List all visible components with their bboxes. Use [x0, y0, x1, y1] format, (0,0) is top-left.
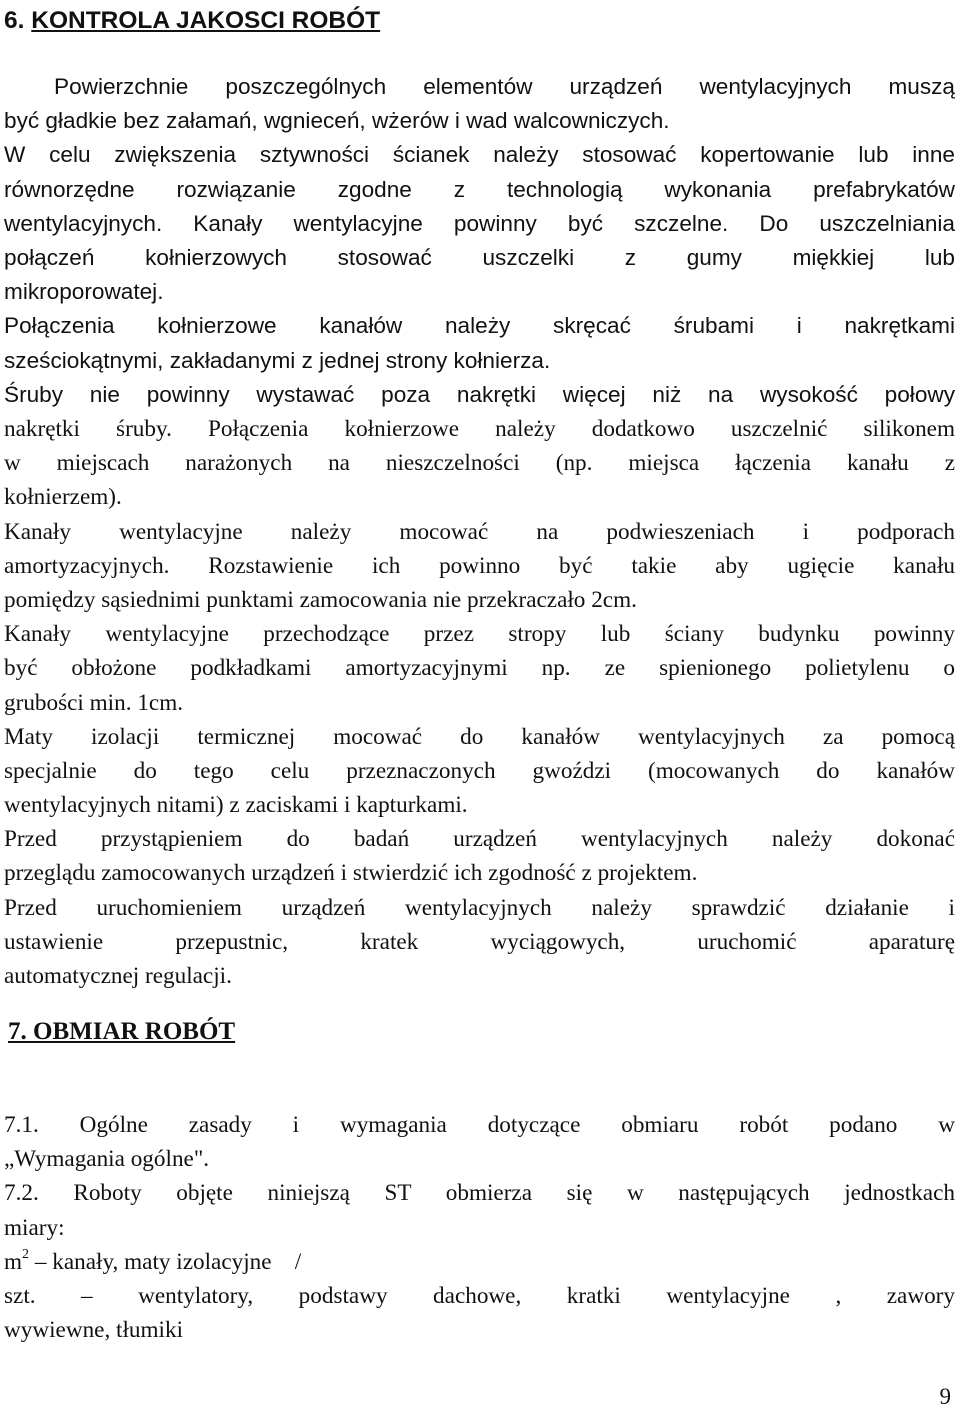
- text-line: Kanały wentylacyjne należy mocować na podwieszeniach i podporach: [4, 518, 955, 545]
- text-line: automatycznej regulacji.: [4, 963, 232, 989]
- text-line: Kanały wentylacyjne przechodzące przez stropy lub ściany budynku powinny: [4, 621, 955, 648]
- section-6-title: KONTROLA JAKOSCI ROBÓT: [31, 7, 381, 34]
- text-line: przeglądu zamocowanych urządzeń i stwierdzić ich zgodność z projektem.: [4, 860, 698, 887]
- text-line: 7.1. Ogólne zasady i wymagania dotyczące obmiaru robót podano w: [4, 1112, 955, 1138]
- text-line: Maty izolacji termicznej mocować do kanałów wentylacyjnych za pomocą: [4, 723, 955, 750]
- text-line: mikroporowatej.: [4, 279, 164, 305]
- section-6-heading: [4, 4, 955, 38]
- page-number: 9: [939, 1384, 951, 1409]
- text-line: Przed uruchomieniem urządzeń wentylacyjnych należy sprawdzić działanie i: [4, 894, 955, 921]
- text-line: ustawienie przepustnic, kratek wyciągowych, uruchomić aparaturę: [4, 928, 955, 955]
- text-line: równorzędne rozwiązanie zgodne z technologią wykonania prefabrykatów: [4, 176, 955, 202]
- text-line: być gładkie bez załamań, wgnieceń, wżerów i wad walcowniczych.: [4, 108, 670, 134]
- text-line: amortyzacyjnych. Rozstawienie ich powinno być takie aby ugięcie kanału: [4, 552, 955, 579]
- text-line: Powierzchnie poszczególnych elementów urządzeń wentylacyjnych muszą: [54, 74, 955, 99]
- text-line: Śruby nie powinny wystawać poza nakrętki więcej niż na wysokość połowy: [4, 381, 955, 407]
- text-line: szt. – wentylatory, podstawy dachowe, kratki wentylacyjne , zawory: [4, 1282, 955, 1309]
- text-line: pomiędzy sąsiednimi punktami zamocowania nie przekraczało 2cm.: [4, 586, 637, 613]
- text-line: w miejscach narażonych na nieszczelności (np. miejsca łączenia kanału z: [4, 450, 955, 477]
- text-line: sześciokątnymi, zakładanymi z jednej strony kołnierza.: [4, 347, 551, 373]
- text-line: „Wymagania ogólne".: [4, 1146, 210, 1173]
- text-line: nakrętki śruby. Połączenia kołnierzowe należy dodatkowo uszczelnić silikonem: [4, 416, 955, 442]
- unit-description: – kanały, maty izolacyjne /: [29, 1248, 302, 1275]
- section-6-paragraph-serif: [4, 412, 955, 993]
- text-line: wentylacyjnych. Kanały wentylacyjne powinny być szczelne. Do uszczelniania: [4, 210, 955, 236]
- unit-base: m: [4, 1248, 23, 1275]
- section-6-paragraph-sans: [4, 70, 955, 412]
- text-line: wentylacyjnych nitami) z zaciskami i kapturkami.: [4, 792, 468, 819]
- text-line: być obłożone podkładkami amortyzacyjnymi np. ze spienionego polietylenu o: [4, 655, 955, 682]
- unit-line-m2: [4, 1245, 955, 1279]
- text-line: specjalnie do tego celu przeznaczonych gwoździ (mocowanych do kanałów: [4, 757, 955, 784]
- text-line: kołnierzem).: [4, 484, 122, 511]
- section-7-body: [4, 1108, 955, 1347]
- text-line: Połączenia kołnierzowe kanałów należy skręcać śrubami i nakrętkami: [4, 313, 955, 339]
- text-line: połączeń kołnierzowych stosować uszczelki z gumy miękkiej lub: [4, 244, 955, 270]
- text-line: wywiewne, tłumiki: [4, 1317, 184, 1344]
- text-line: grubości min. 1cm.: [4, 689, 184, 716]
- section-6-number: 6.: [4, 7, 25, 34]
- text-line: 7.2. Roboty objęte niniejszą ST obmierza się w następujących jednostkach: [4, 1180, 955, 1207]
- text-line: Przed przystąpieniem do badań urządzeń wentylacyjnych należy dokonać: [4, 826, 955, 853]
- section-7-heading: 7. OBMIAR ROBÓT: [8, 1018, 236, 1045]
- unit-exponent: 2: [22, 1247, 30, 1263]
- text-line: miary:: [4, 1214, 65, 1241]
- text-line: W celu zwiększenia sztywności ścianek należy stosować kopertowanie lub inne: [4, 142, 955, 168]
